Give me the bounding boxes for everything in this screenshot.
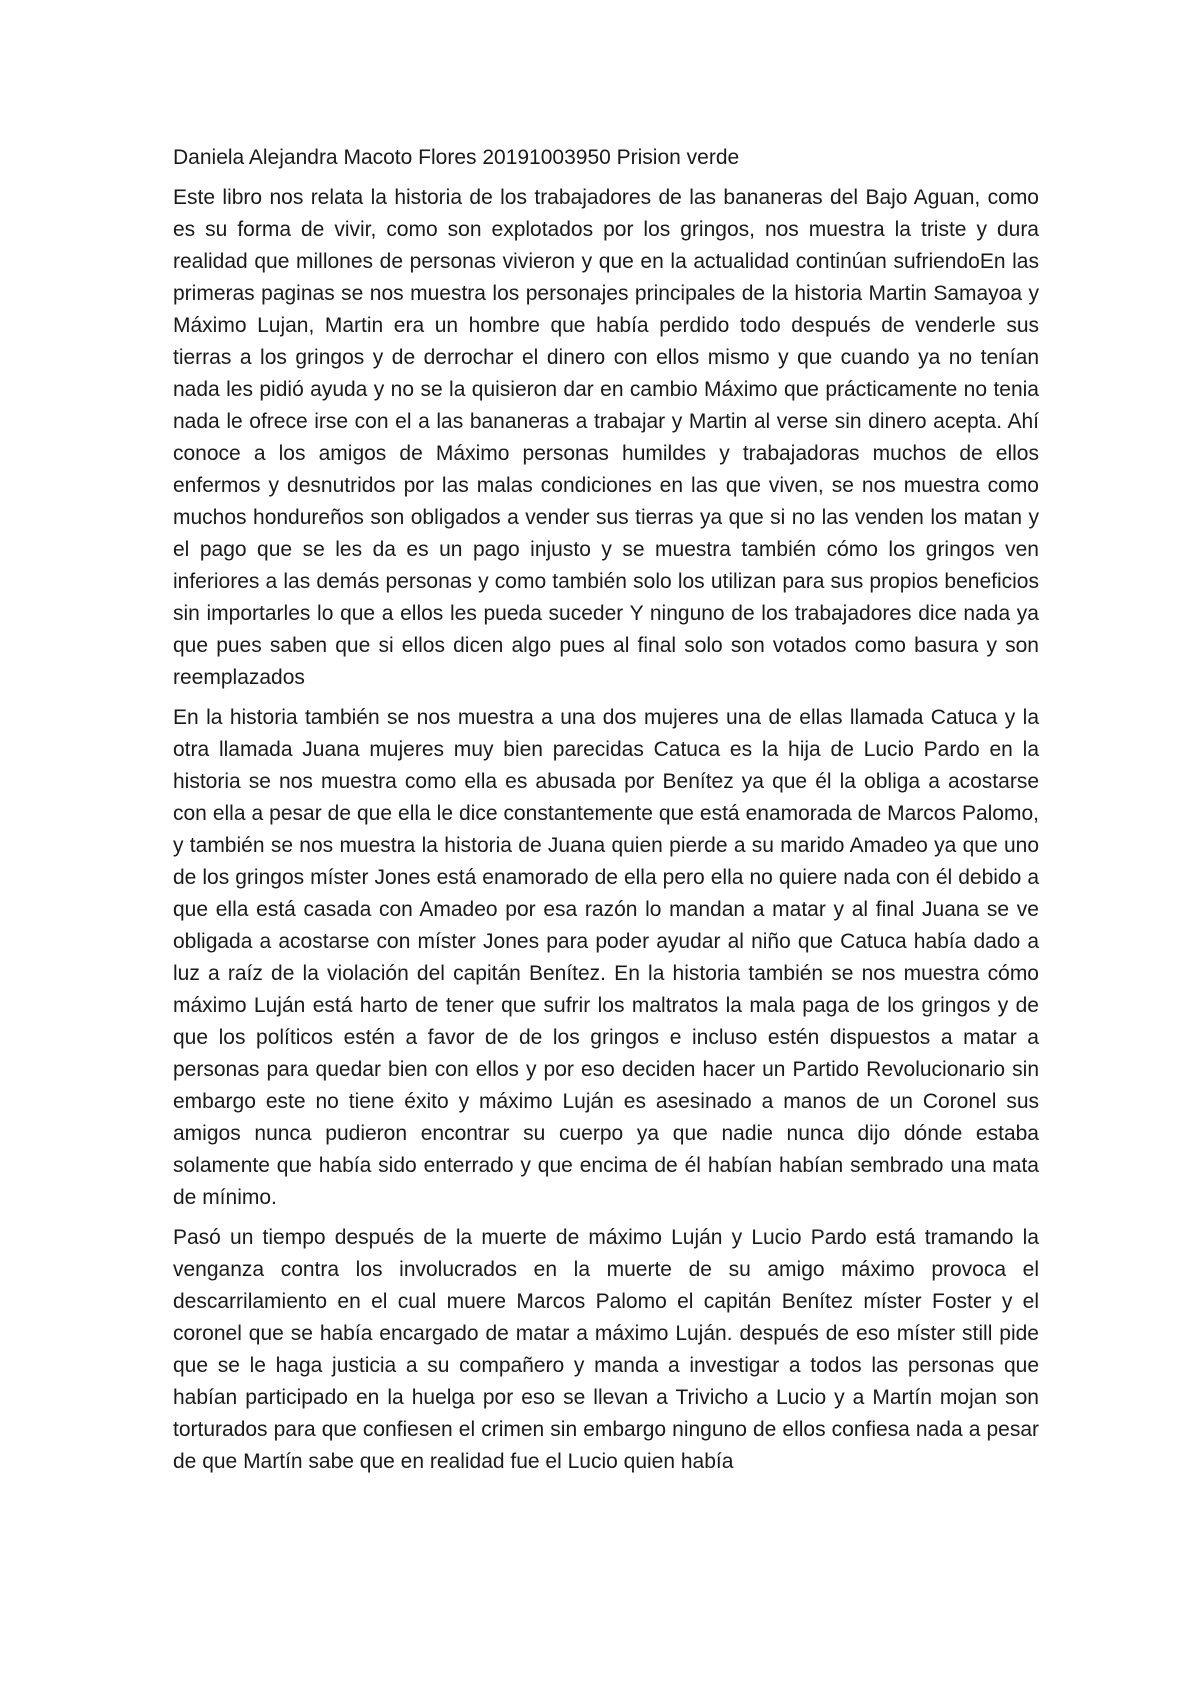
document-heading: Daniela Alejandra Macoto Flores 20191003950 Prision verde [173, 146, 740, 169]
paragraph-1: Este libro nos relata la historia de los trabajadores de las bananeras del Bajo Aguan, como es su forma de vivir, como son explotados por los gringos, nos muestra la triste y dura realidad que millones de personas vivieron y que en la actualidad continúan sufriendoEn las primeras paginas se nos muestra los personajes principales de la historia Martin Samayoa y Máximo Lujan, Martin era un hombre que había perdido todo después de venderle sus tierras a los gringos y de derrochar el dinero con ellos mismo y que cuando ya no tenían nada les pidió ayuda y no se la quisieron dar en cambio Máximo que prácticamente no tenia nada le ofrece irse con el a las bananeras a trabajar y Martin al verse sin dinero acepta. Ahí conoce a los amigos de Máximo personas humildes y trabajadoras muchos de ellos enfermos y desnutridos por las malas condiciones en las que viven, se nos muestra como muchos hondureños son obligados a vender sus tierras ya que si no las venden los matan y el pago que se les da es un pago injusto y se muestra también cómo los gringos ven inferiores a las demás personas y como también solo los utilizan para sus propios beneficios sin importarles lo que a ellos les pueda suceder Y ninguno de los trabajadores dice nada ya que pues saben que si ellos dicen algo pues al final solo son votados como basura y son reemplazados [173, 186, 1039, 689]
document-body [173, 142, 1039, 1486]
paragraph-2: En la historia también se nos muestra a una dos mujeres una de ellas llamada Catuca y la otra llamada Juana mujeres muy bien parecidas Catuca es la hija de Lucio Pardo en la historia se nos muestra como ella es abusada por Benítez ya que él la obliga a acostarse con ella a pesar de que ella le dice constantemente que está enamorada de Marcos Palomo, y también se nos muestra la historia de Juana quien pierde a su marido Amadeo ya que uno de los gringos míster Jones está enamorado de ella pero ella no quiere nada con él debido a que ella está casada con Amadeo por esa razón lo mandan a matar y al final Juana se ve obligada a acostarse con míster Jones para poder ayudar al niño que Catuca había dado a luz a raíz de la violación del capitán Benítez. En la historia también se nos muestra cómo máximo Luján está harto de tener que sufrir los maltratos la mala paga de los gringos y de que los políticos estén a favor de de los gringos e incluso estén dispuestos a matar a personas para quedar bien con ellos y por eso deciden hacer un Partido Revolucionario sin embargo este no tiene éxito y máximo Luján es asesinado a manos de un Coronel sus amigos nunca pudieron encontrar su cuerpo ya que nadie nunca dijo dónde estaba solamente que había sido enterrado y que encima de él habían habían sembrado una mata de mínimo. [173, 706, 1039, 1209]
paragraph-3: Pasó un tiempo después de la muerte de máximo Luján y Lucio Pardo está tramando la venganza contra los involucrados en la muerte de su amigo máximo provoca el descarrilamiento en el cual muere Marcos Palomo el capitán Benítez míster Foster y el coronel que se había encargado de matar a máximo Luján. después de eso míster still pide que se le haga justicia a su compañero y manda a investigar a todos las personas que habían participado en la huelga por eso se llevan a Trivicho a Lucio y a Martín mojan son torturados para que confiesen el crimen sin embargo ninguno de ellos confiesa nada a pesar de que Martín sabe que en realidad fue el Lucio quien había [173, 1226, 1039, 1473]
